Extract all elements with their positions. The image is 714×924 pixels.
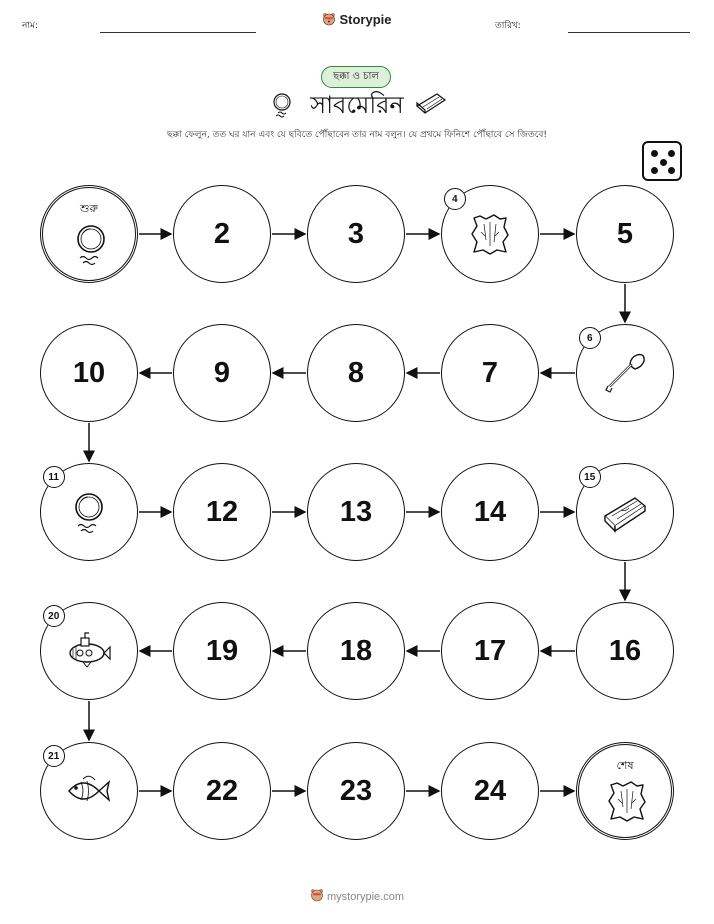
date-label: তারিখ: [495, 21, 521, 31]
bear-logo-icon [310, 888, 324, 902]
footer-url: mystorypie.com [326, 891, 405, 903]
cell-number: 16 [608, 634, 642, 667]
brand-name: Storypie [339, 12, 392, 27]
cell-number: 3 [347, 217, 365, 250]
finish-cell [576, 742, 674, 840]
cell-number: 7 [481, 356, 499, 389]
board-cell-2 [173, 185, 271, 283]
board-cell-17 [441, 602, 539, 700]
start-cell [40, 185, 138, 283]
animal-hide-icon [603, 777, 651, 825]
cell-number: 8 [347, 356, 365, 389]
cell-number-badge: 6 [579, 327, 601, 349]
bubble-icon [67, 220, 115, 268]
bubble-icon [65, 488, 113, 536]
cell-number-badge: 4 [444, 188, 466, 210]
cell-number-badge: 20 [43, 605, 65, 627]
submarine-icon [65, 627, 113, 675]
cell-number: 9 [213, 356, 231, 389]
board-cell-19 [173, 602, 271, 700]
cell-number-badge: 21 [43, 745, 65, 767]
board-cell-3 [307, 185, 405, 283]
board-cell-13 [307, 463, 405, 561]
board-cell-5 [576, 185, 674, 283]
cell-number: 17 [473, 634, 507, 667]
name-label: নাম: [22, 21, 39, 31]
board-cell-7 [441, 324, 539, 422]
cell-number: 23 [339, 774, 373, 807]
fish-icon [65, 767, 113, 815]
animal-hide-icon [466, 210, 514, 258]
cell-number: 24 [473, 774, 507, 807]
cell-number: 22 [205, 774, 239, 807]
board-cell-16 [576, 602, 674, 700]
paddle-icon [601, 349, 649, 397]
cell-number: 19 [205, 634, 239, 667]
cell-number: 13 [339, 495, 373, 528]
board-cell-24 [441, 742, 539, 840]
start-label: শুরু [80, 202, 98, 215]
cell-number: 2 [213, 217, 231, 250]
instructions: ছক্কা ফেলুন, তত ঘর যান এবং যে ছবিতে পৌঁছাবেন তার নাম বলুন। যে প্রথমে ফিনিশে পৌঁছাবে সে জিতবে! [167, 130, 547, 140]
wood-plank-icon [601, 488, 649, 536]
finish-label: শেষ [616, 759, 634, 772]
cell-number: 12 [205, 495, 239, 528]
board-cell-14 [441, 463, 539, 561]
cell-number: 5 [616, 217, 634, 250]
footer [0, 888, 714, 903]
board-cell-23 [307, 742, 405, 840]
game-type-tag: ছক্কা ও চাল [321, 66, 391, 88]
cell-number-badge: 15 [579, 466, 601, 488]
board-cell-22 [173, 742, 271, 840]
board-cell-8 [307, 324, 405, 422]
cell-number: 18 [339, 634, 373, 667]
cell-number: 10 [72, 356, 106, 389]
board-cell-18 [307, 602, 405, 700]
board-cell-9 [173, 324, 271, 422]
page-title: সাবমেরিন [310, 91, 404, 119]
cell-number: 14 [473, 495, 507, 528]
board-cell-12 [173, 463, 271, 561]
cell-number-badge: 11 [43, 466, 65, 488]
board-cell-10 [40, 324, 138, 422]
